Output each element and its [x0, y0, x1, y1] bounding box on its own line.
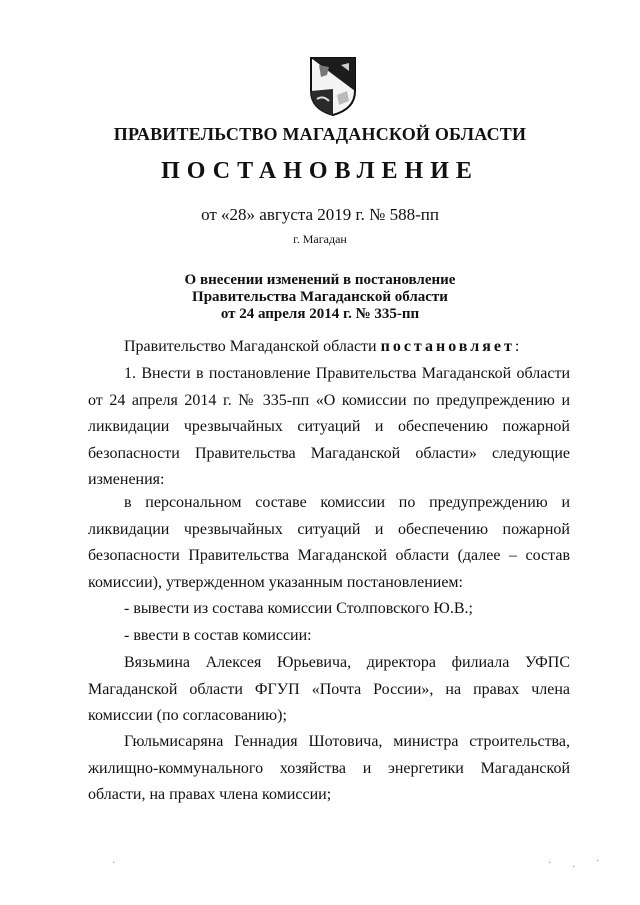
member-2: Гюльмисаряна Геннадия Шотовича, министра строительства, жилищно-коммунального хозяйства и энергетики Магаданской области, на правах члена комиссии;: [88, 733, 570, 803]
scan-mark: ·: [572, 862, 576, 873]
item-1: 1. Внести в постановление Правительства Магаданской области от 24 апреля 2014 г. № 335-пп «О комиссии по предупреждению и ликвидации чрезвычайных ситуаций и обеспечению пожарной безопасности Правительства Магаданской области» следующие изменения:: [88, 365, 570, 488]
decree-subject: [0, 272, 640, 323]
preamble-end: :: [514, 338, 520, 355]
member-1: Вязьмина Алексея Юрьевича, директора филиала УФПС Магаданской области ФГУП «Почта России», на правах члена комиссии (по согласованию);: [88, 654, 570, 724]
scan-mark: ·: [596, 856, 600, 867]
preamble: [88, 334, 570, 361]
decree-city: г. Магадан: [293, 232, 347, 246]
scan-mark: ·: [112, 858, 116, 869]
coat-of-arms-icon: [307, 55, 359, 117]
add-members: - ввести в состав комиссии:: [124, 627, 312, 644]
remove-member: - вывести из состава комиссии Столповского Ю.В.;: [124, 600, 473, 617]
government-title: ПРАВИТЕЛЬСТВО МАГАДАНСКОЙ ОБЛАСТИ: [113, 124, 527, 144]
item-1-subparagraph: в персональном составе комиссии по предупреждению и ликвидации чрезвычайных ситуаций и обеспечению пожарной безопасности Правительства Магаданской области (далее – состав комиссии), утвержденном указанным постановлением:: [88, 494, 570, 591]
subject-line-2: Правительства Магаданской области: [192, 289, 448, 305]
preamble-start: Правительство Магаданской области: [124, 338, 381, 355]
subject-line-3: от 24 апреля 2014 г. № 335-пп: [220, 306, 420, 322]
decree-title: ПОСТАНОВЛЕНИЕ: [161, 158, 479, 184]
subject-line-1: О внесении изменений в постановление: [184, 272, 456, 288]
scan-mark: ·: [548, 858, 552, 869]
preamble-keyword: постановляет: [380, 338, 515, 355]
decree-date-number: от «28» августа 2019 г. № 588-пп: [201, 205, 439, 224]
